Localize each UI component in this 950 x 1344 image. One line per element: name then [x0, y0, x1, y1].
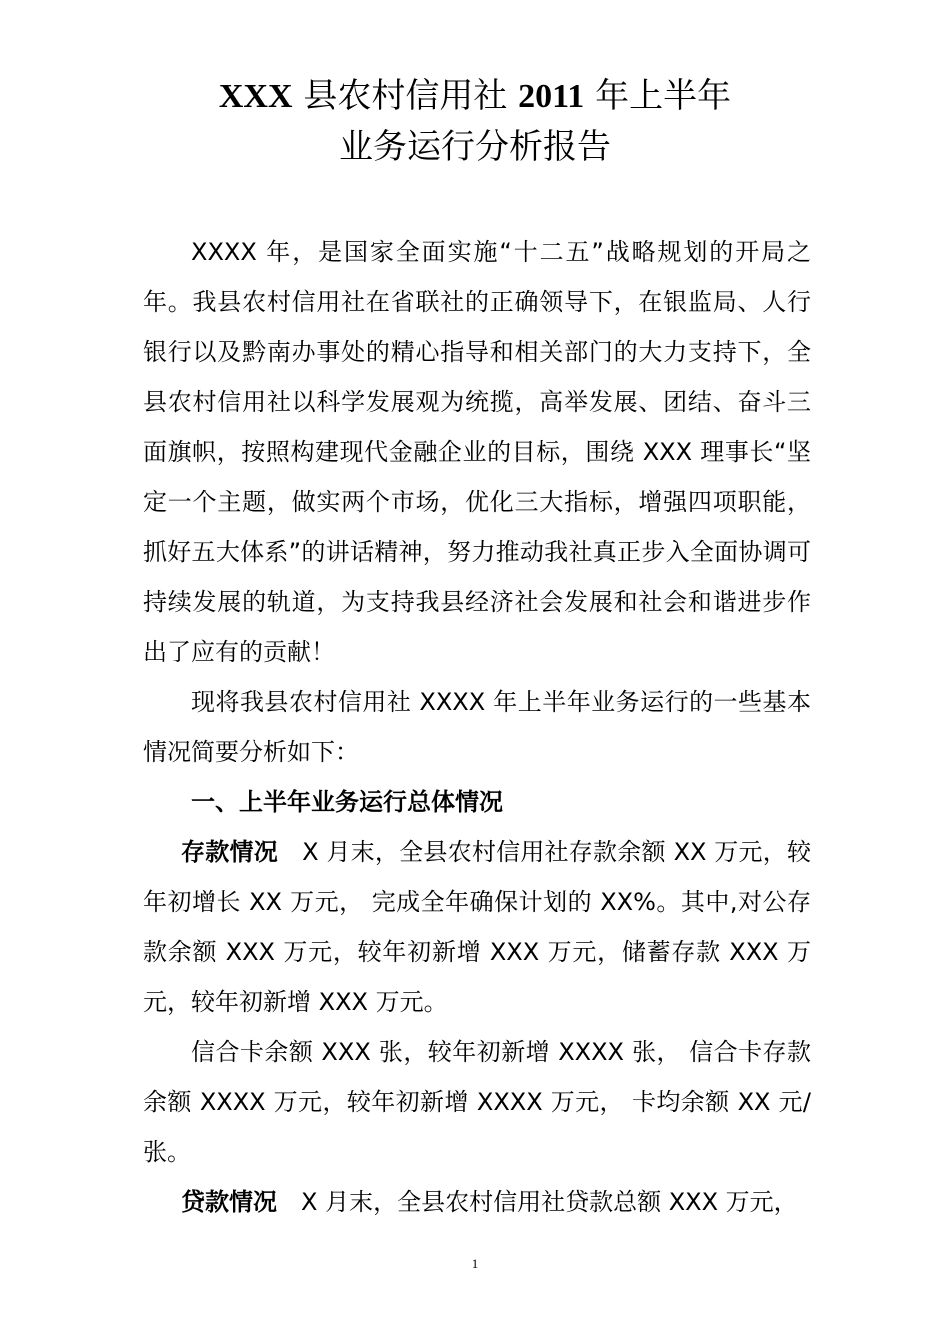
document-title-line1: [0, 74, 950, 119]
title-suffix: 年上半年: [584, 76, 732, 116]
deposit-paragraph: [143, 827, 811, 1027]
summary-paragraph: 现将我县农村信用社 XXXX 年上半年业务运行的一些基本情况简要分析如下：: [143, 688, 811, 766]
loan-lead: 贷款情况: [181, 1188, 277, 1216]
section1-heading: 一、上半年业务运行总体情况: [191, 788, 503, 816]
loan-paragraph: [143, 1177, 811, 1227]
deposit-text: X 月末，全县农村信用社存款余额 XX 万元，较年初增长 XX 万元， 完成全年确保计划的 XX%。其中,对公存款余额 XXX 万元，较年初新增 XXX 万元，储蓄存款 XXX 万元，较年初新增 XXX 万元。: [143, 838, 812, 1016]
title-year: 2011: [518, 78, 585, 115]
deposit-lead: 存款情况: [181, 838, 278, 866]
intro-paragraph: XXXX 年，是国家全面实施“十二五”战略规划的开局之年。我县农村信用社在省联社的正确领导下，在银监局、人行银行以及黔南办事处的精心指导和相关部门的大力支持下，全县农村信用社以科学发展观为统揽，高举发展、团结、奋斗三面旗帜，按照构建现代金融企业的目标，围绕 XXX 理事长“坚定一个主题，做实两个市场，优化三大指标，增强四项职能，抓好五大体系”的讲话精神，努力推动我社真正步入全面协调可持续发展的轨道，为支持我县经济社会发展和社会和谐进步作出了应有的贡献！: [143, 238, 811, 666]
loan-text: X 月末，全县农村信用社贷款总额 XXX 万元，: [277, 1188, 798, 1216]
document-body: [143, 227, 811, 1227]
card-paragraph: 信合卡余额 XXX 张，较年初新增 XXXX 张， 信合卡存款余额 XXXX 万元，较年初新增 XXXX 万元， 卡均余额 XX 元/张。: [143, 1038, 811, 1166]
document-title-line2: 业务运行分析报告: [339, 127, 611, 167]
title-mid: 县农村信用社: [292, 76, 519, 116]
page-number: 1: [471, 1256, 479, 1271]
title-prefix: XXX: [218, 78, 293, 115]
